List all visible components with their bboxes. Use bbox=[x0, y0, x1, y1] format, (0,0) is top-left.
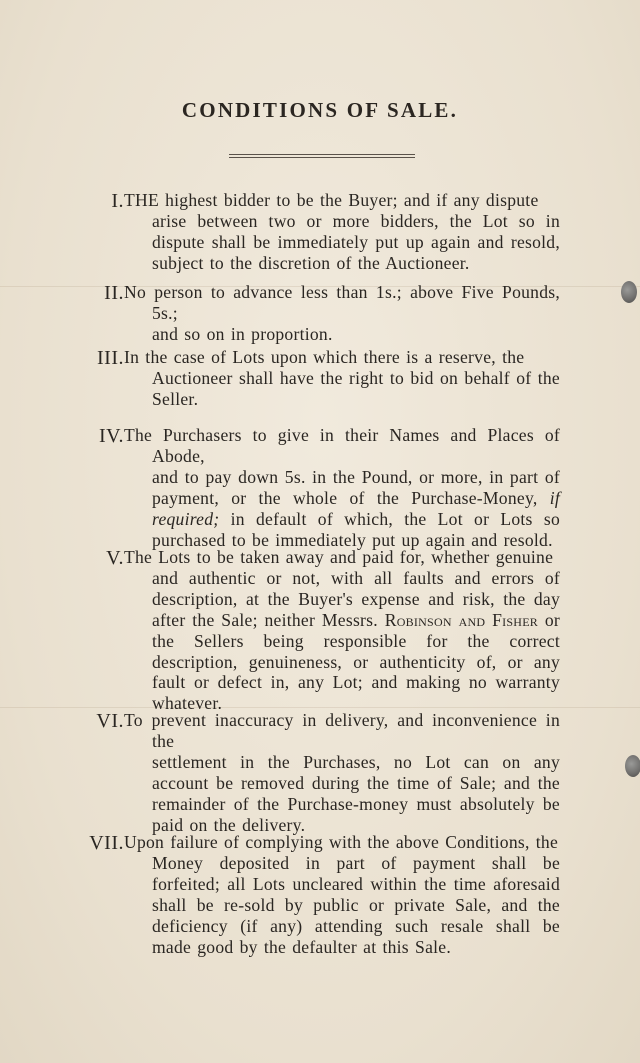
condition-body: Auctioneer shall have the right to bid on behalf of the Seller. bbox=[152, 367, 560, 409]
condition-body: arise between two or more bidders, the Lot so in dispute shall be immediately put up again and resold, subject to the discretion of the Auctioneer. bbox=[152, 210, 560, 273]
title-rule-lower bbox=[229, 157, 415, 158]
binding-hole bbox=[625, 755, 640, 777]
condition-body-italic: if required; bbox=[152, 487, 560, 529]
condition-lead: No person to advance less than 1s.; above Five Pounds, 5s.; bbox=[124, 282, 560, 323]
condition-text bbox=[124, 347, 560, 410]
condition-lead: To prevent inaccuracy in delivery, and inconvenience in the bbox=[124, 710, 560, 751]
condition-lead: Upon failure of complying with the above Conditions, the bbox=[124, 832, 559, 852]
condition-number: III. bbox=[97, 347, 124, 369]
condition-body: Money deposited in part of payment shall be forfeited; all Lots uncleared within the time aforesaid shall be re-sold by public or private Sale, and the deficiency (if any) attending such resale shall be made good by the defaulter at this Sale. bbox=[152, 852, 560, 957]
condition-body: and so on in proportion. bbox=[152, 323, 333, 344]
condition-text bbox=[124, 832, 560, 957]
condition-lead: The Purchasers to give in their Names and Places of Abode, bbox=[124, 425, 560, 466]
condition-body: and to pay down 5s. in the Pound, or more, in part of payment, or the whole of the Purchase-Money, bbox=[152, 466, 560, 508]
condition-text bbox=[124, 282, 560, 345]
condition-number: VI. bbox=[96, 710, 124, 732]
condition-number: IV. bbox=[98, 425, 124, 447]
condition-text bbox=[124, 710, 560, 835]
condition-text bbox=[124, 425, 560, 550]
condition-body: settlement in the Purchases, no Lot can on any account be removed during the time of Sale; and the remainder of the Purchase-money must absolutely be paid on the delivery. bbox=[152, 751, 560, 835]
condition-body: in default of which, the Lot or Lots so purchased to be immediately put up again and resold. bbox=[152, 508, 560, 550]
condition-number: I. bbox=[111, 190, 124, 212]
condition-number: VII. bbox=[89, 832, 124, 854]
auctioneer-name: Robinson and Fisher bbox=[384, 609, 539, 630]
title-rule-upper bbox=[229, 154, 415, 155]
condition-lead: THE highest bidder to be the Buyer; and if any dispute bbox=[124, 190, 539, 210]
condition-lead: In the case of Lots upon which there is a reserve, the bbox=[124, 347, 525, 367]
condition-text bbox=[124, 547, 561, 714]
condition-number: II. bbox=[104, 282, 124, 304]
condition-number: V. bbox=[106, 547, 124, 569]
condition-body: or the Sellers being responsible for the correct description, genuineness, or authenticity of, or any fault or defect in, any Lot; and making no warranty whatever. bbox=[152, 609, 561, 714]
binding-hole bbox=[621, 281, 637, 303]
page-title: CONDITIONS OF SALE. bbox=[181, 98, 459, 122]
condition-lead: The Lots to be taken away and paid for, whether genuine bbox=[124, 547, 554, 567]
condition-body: and authentic or not, with all faults and errors of description, at the Buyer's expense and risk, the day after the Sale; neither Messrs. bbox=[152, 567, 560, 630]
condition-text bbox=[124, 190, 560, 274]
